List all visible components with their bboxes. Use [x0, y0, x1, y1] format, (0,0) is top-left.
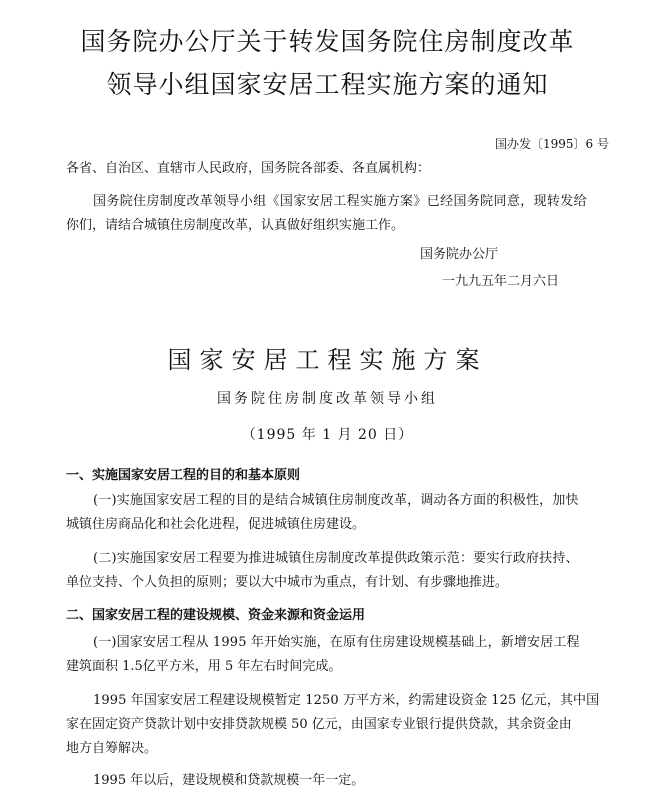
- section-2-para-1-line-2: 建筑面积 1.5亿平方米，用 5 年左右时间完成。: [66, 659, 342, 674]
- section-2-para-2-line-3: 地方自筹解决。: [66, 741, 158, 756]
- plan-date: （1995 年 1 月 20 日）: [241, 427, 414, 443]
- section-2-heading: 二、国家安居工程的建设规模、资金来源和资金运用: [66, 608, 366, 623]
- notice-title-line-2: 领导小组国家安居工程实施方案的通知: [106, 70, 549, 99]
- notice-recipients: 各省、自治区、直辖市人民政府，国务院各部委、各直属机构：: [66, 161, 431, 176]
- section-2-para-2-line-2: 家在固定资产贷款计划中安排贷款规模 50 亿元，由国家专业银行提供贷款，其余资金由: [66, 717, 572, 732]
- signature-date: 一九九五年二月六日: [442, 274, 560, 289]
- notice-title-line-1: 国务院办公厅关于转发国务院住房制度改革: [80, 27, 575, 56]
- signature-organization: 国务院办公厅: [420, 247, 499, 262]
- notice-body-line-1: 国务院住房制度改革领导小组《国家安居工程实施方案》已经国务院同意，现转发给: [93, 194, 587, 209]
- section-2-para-3-line-1: 1995 年以后，建设规模和贷款规模一年一定。: [93, 773, 365, 788]
- plan-subtitle: 国务院住房制度改革领导小组: [217, 391, 438, 407]
- notice-body-line-2: 你们，请结合城镇住房制度改革，认真做好组织实施工作。: [66, 218, 405, 233]
- plan-title: 国家安居工程实施方案: [167, 346, 488, 374]
- section-1-para-2-line-2: 单位支持、个人负担的原则；要以大中城市为重点，有计划、有步骤地推进。: [66, 575, 509, 590]
- document-number: 国办发〔1995〕6 号: [495, 137, 609, 151]
- section-1-heading: 一、实施国家安居工程的目的和基本原则: [66, 468, 301, 483]
- section-2-para-2-line-1: 1995 年国家安居工程建设规模暂定 1250 万平方米，约需建设资金 125 亿元，其中国: [93, 693, 600, 708]
- section-1-para-2-line-1: (二)实施国家安居工程要为推进城镇住房制度改革提供政策示范：要实行政府扶持、: [93, 551, 579, 566]
- section-1-para-1-line-2: 城镇住房商品化和社会化进程，促进城镇住房建设。: [66, 517, 366, 532]
- section-2-para-1-line-1: (一)国家安居工程从 1995 年开始实施，在原有住房建设规模基础上，新增安居工程: [93, 635, 580, 650]
- section-1-para-1-line-1: (一)实施国家安居工程的目的是结合城镇住房制度改革，调动各方面的积极性，加快: [93, 493, 579, 508]
